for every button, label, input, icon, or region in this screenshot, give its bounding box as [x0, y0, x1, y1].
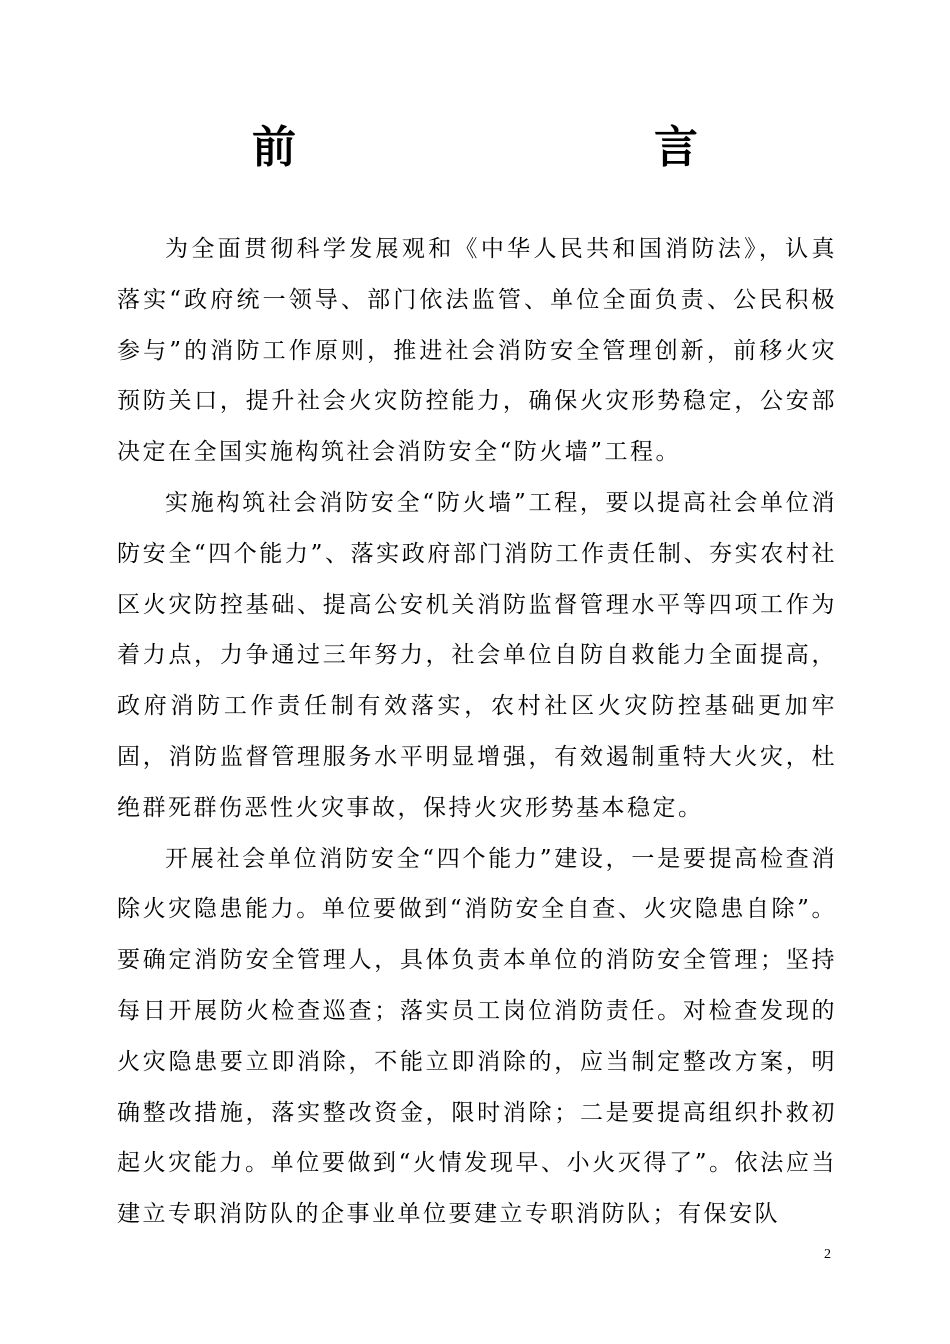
paragraph: 实施构筑社会消防安全“防火墙”工程，要以提高社会单位消防安全“四个能力”、落实政府部门消防工作责任制、夯实农村社区火灾防控基础、提高公安机关消防监督管理水平等四项工作为着力点，力争通过三年努力，社会单位自防自救能力全面提高，政府消防工作责任制有效落实，农村社区火灾防控基础更加牢固，消防监督管理服务水平明显增强，有效遏制重特大火灾，杜绝群死群伤恶性火灾事故，保持火灾形势基本稳定。 [117, 489, 837, 821]
paragraph: 为全面贯彻科学发展观和《中华人民共和国消防法》，认真落实“政府统一领导、部门依法监管、单位全面负责、公民积极参与”的消防工作原则，推进社会消防安全管理创新，前移火灾预防关口，提升社会火灾防控能力，确保火灾形势稳定，公安部决定在全国实施构筑社会消防安全“防火墙”工程。 [117, 236, 837, 466]
page-title: 前 言 [252, 122, 788, 173]
body-text [117, 224, 837, 1240]
page-number: 2 [824, 1247, 831, 1262]
paragraph: 开展社会单位消防安全“四个能力”建设，一是要提高检查消除火灾隐患能力。单位要做到“消防安全自查、火灾隐患自除”。要确定消防安全管理人，具体负责本单位的消防安全管理；坚持每日开展防火检查巡查；落实员工岗位消防责任。对检查发现的火灾隐患要立即消除，不能立即消除的，应当制定整改方案，明确整改措施，落实整改资金，限时消除；二是要提高组织扑救初起火灾能力。单位要做到“火情发现早、小火灭得了”。依法应当建立专职消防队的企事业单位要建立专职消防队；有保安队 [117, 845, 837, 1228]
